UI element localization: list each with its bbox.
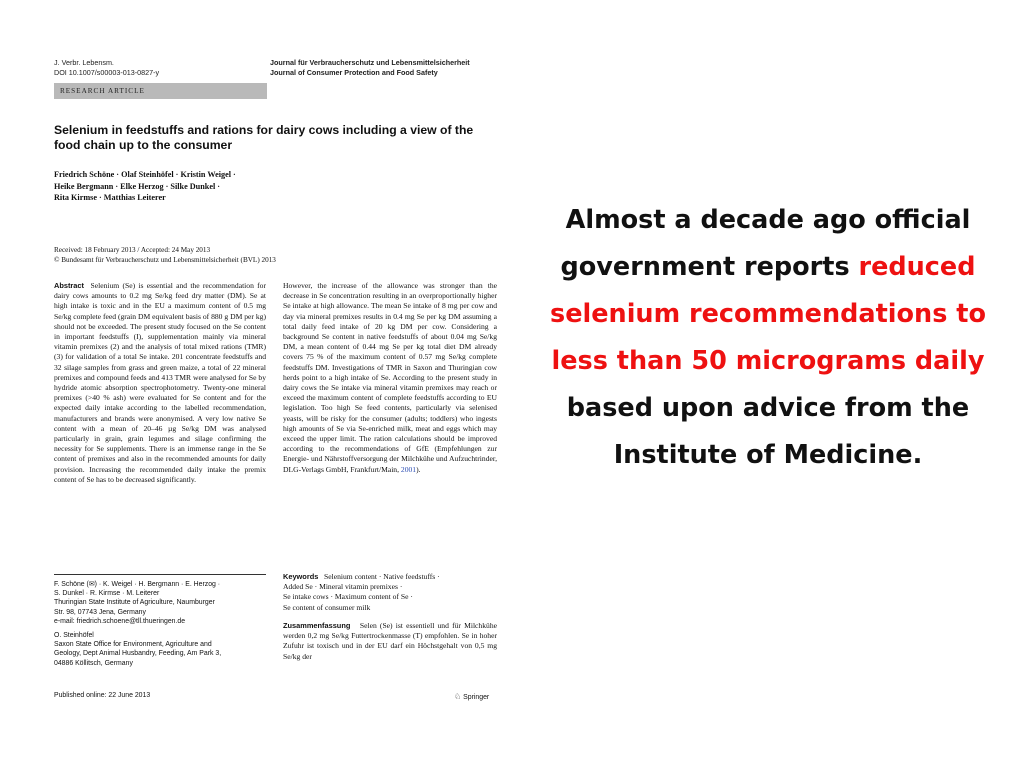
keywords-text: Selenium content · Native feedstuffs · (324, 572, 440, 581)
journal-meta-left (54, 58, 159, 78)
paper-title: Selenium in feedstuffs and rations for dairy cows including a view of the food chain up to the consumer (54, 123, 474, 152)
affil-line: O. Steinhöfel (54, 632, 94, 640)
copyright: © Bundesamt für Verbraucherschutz und Lebensmittelsicherheit (BVL) 2013 (54, 255, 276, 264)
callout-text (540, 197, 996, 479)
abstract-text: Selenium (Se) is essential and the recommendation for dairy cows amounts to 0.2 mg Se/kg feed dry matter (DM). Se at high intake is toxic and in the EU a maximum content of 0.5 mg Se/kg complete feed (grain DM equivalent basis of 880 g DM per kg) should not be exceeded. The present study focused on the Se content in important feedstuffs (I), supplementation mainly via mineral vitamin premixes (2) and the analysis of total mixed rations (TMR) (3) for validation of a total Se intake. 201 concentrate feedstuffs and 32 silage samples from grass and green maize, a total of 22 mineral premixes and compound feeds and 413 TMR were analysed for Se by hydride atomic absorption spectrophotometry. Twenty-one mineral premixes (>40 % ash) were evaluated for Se content and for the expected daily intake according to the labelled recommendation, manufacturers and brands were anonymised. A very low native Se content with a mean of 20–46 µg Se/kg DM was analysed particularly in grain, grain legumes and silage confirming the necessity for Se supplements. There is an immense range in the Se content of premixes and also in the recommended amounts for daily provision. Increasing the recommended daily intake the premix content of Se has to be decreased significantly. (54, 281, 267, 484)
keywords-text: Se intake cows · Maximum content of Se · (283, 592, 413, 602)
article-type-banner: RESEARCH ARTICLE (54, 83, 267, 99)
springer-horse-icon: ♘ (454, 692, 462, 701)
affil-line: Geology, Dept Animal Husbandry, Feeding, Am Park 3, (54, 650, 222, 658)
affiliation-2 (54, 631, 266, 668)
footnote-divider (54, 574, 266, 575)
affil-line: F. Schöne (✉) · K. Weigel · H. Bergmann · E. Herzog · (54, 581, 221, 588)
doi: DOI 10.1007/s00003-013-0827-y (54, 68, 160, 77)
affil-line: 04886 Köllitsch, Germany (54, 659, 133, 667)
received-info (54, 246, 494, 265)
abstract-label: Abstract (54, 281, 84, 290)
author-list (54, 169, 354, 204)
journal-abbrev: J. Verbr. Lebensm. (54, 58, 114, 67)
authors-line: Rita Kirmse · Matthias Leiterer (54, 193, 166, 202)
affiliations (54, 580, 266, 673)
zusammenfassung-text: Selen (Se) ist essentiell und für Milchkühe werden 0,2 mg Se/kg Futtertrockenmasse (T) empfohlen. Se in hoher Zufuhr ist toxisch und in der EU darf ein Höchstgehalt von 0,5 mg Se/kg der (283, 621, 497, 661)
journal-name-de: Journal für Verbraucherschutz und Lebensmittelsicherheit (270, 58, 470, 67)
keywords-text: Se content of consumer milk (283, 602, 371, 612)
reference-link[interactable]: 2001 (400, 464, 417, 474)
callout-part-1: Almost a decade ago official government reports (560, 205, 971, 282)
published-date: Published online: 22 June 2013 (54, 692, 151, 699)
abstract-continued-text: However, the increase of the allowance was stronger than the decrease in Se concentration resulting in an overproportionally higher Se intake at high allowance. The mean Se intake of 8 mg per cow and day via mineral premixes results in 0.4 mg Se per kg DM assuming a total daily feed intake of 20 kg DM per cow. Considering a background Se content in native feedstuffs of about 0.04 mg Se/kg DM, a mean content of 0.44 mg Se per kg total diet DM already covers 75 % of the maximum content of 0.57 mg Se/kg complete feedstuffs DM. Investigations of TMR in Saxon and Thuringian cow herds point to a high intake of Se. According to the present study in dairy cows the Se intake via mineral vitamin premixes may reach or exceed the maximum content of complete feedstuffs according to EU legislation. Too high Se feed contents, particularly via selenised yeasts, will be risky for the consumer (adults; toddlers) who ingests high amounts of Se via Se-enriched milk, meat and eggs which may exceed the upper limit. The ration calculations should be improved according to the recommendations of GfE (Empfehlungen zur Energie- und Nährstoffversorgung der Milchkühe und Aufzuchtrinder, DLG-Verlags GmbH, Frankfurt/Main, (283, 281, 497, 474)
publisher-name: Springer (463, 694, 490, 701)
affiliation-1 (54, 580, 266, 626)
publisher-logo (454, 692, 489, 701)
authors-line: Friedrich Schöne · Olaf Steinhöfel · Kristin Weigel · (54, 170, 236, 179)
affil-line: Str. 98, 07743 Jena, Germany (54, 608, 146, 616)
authors-line: Heike Bergmann · Elke Herzog · Silke Dunkel · (54, 181, 221, 191)
abstract-continued-end: ). (416, 464, 421, 474)
callout-part-2: based upon advice from the Institute of Medicine. (566, 393, 970, 470)
received-dates: Received: 18 February 2013 / Accepted: 24 May 2013 (54, 246, 211, 254)
abstract-continued (283, 281, 497, 475)
zusammenfassung (283, 621, 497, 662)
journal-meta-right (270, 58, 470, 78)
affil-line: S. Dunkel · R. Kirmse · M. Leiterer (54, 590, 160, 598)
affil-line: Saxon State Office for Environment, Agriculture and (54, 641, 212, 649)
affil-line: Thuringian State Institute of Agriculture, Naumburger (54, 599, 215, 607)
keywords-text: Added Se · Mineral vitamin premixes · (283, 582, 403, 592)
zusammenfassung-label: Zusammenfassung (283, 621, 351, 630)
paper-screenshot (42, 50, 512, 720)
keywords (283, 572, 497, 613)
journal-name-en: Journal of Consumer Protection and Food Safety (270, 68, 438, 77)
keywords-label: Keywords (283, 572, 319, 581)
abstract (54, 281, 266, 485)
email-link[interactable]: e-mail: friedrich.schoene@tll.thueringen.de (54, 617, 186, 625)
callout-highlight: reduced selenium recommendations to less than 50 micrograms daily (550, 252, 986, 376)
